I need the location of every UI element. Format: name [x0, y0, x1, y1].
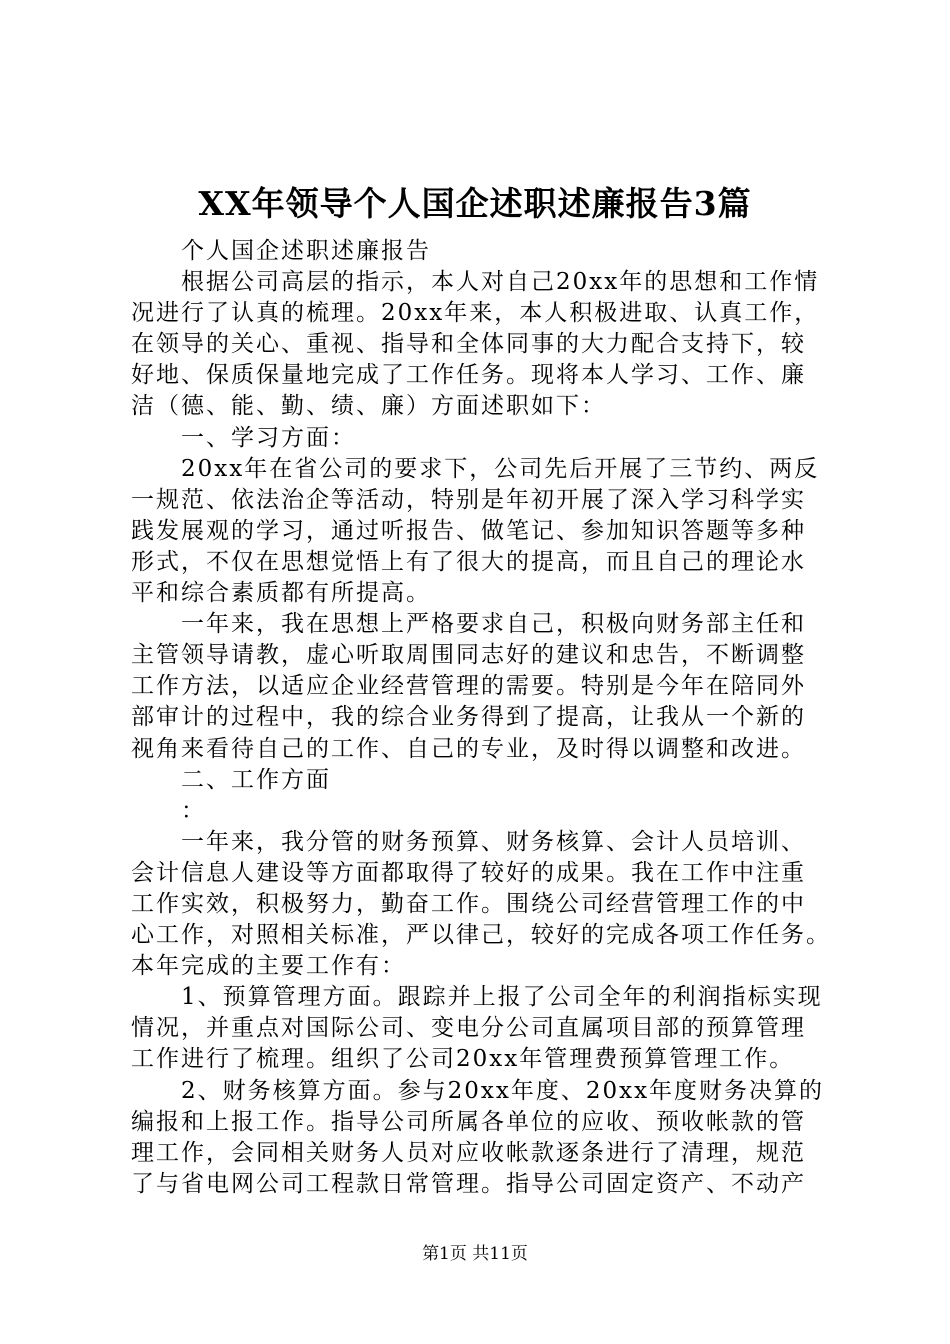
text-line: 情况，并重点对国际公司、变电分公司直属项目部的预算管理	[131, 1015, 806, 1042]
text-line: ：	[181, 797, 206, 824]
text-line: 工作方法，以适应企业经营管理的需要。特别是今年在陪同外	[131, 673, 806, 700]
text-line: 况进行了认真的梳理。20xx年来，本人积极进取、认真工作，	[131, 300, 820, 327]
text-line: 形式，不仅在思想觉悟上有了很大的提高，而且自己的理论水	[131, 548, 806, 575]
text-line: 一规范、依法治企等活动，特别是年初开展了深入学习科学实	[131, 486, 806, 513]
document-body	[131, 236, 851, 1200]
text-line: 好地、保质保量地完成了工作任务。现将本人学习、工作、廉	[131, 362, 806, 389]
text-line: 主管领导请教，虚心听取周围同志好的建议和忠告，不断调整	[131, 642, 806, 669]
text-line: 20xx年在省公司的要求下，公司先后开展了三节约、两反	[181, 455, 820, 482]
text-line: 工作实效，积极努力，勤奋工作。围绕公司经营管理工作的中	[131, 890, 806, 917]
text-line: 编报和上报工作。指导公司所属各单位的应收、预收帐款的管	[131, 1108, 806, 1135]
text-line: 会计信息人建设等方面都取得了较好的成果。我在工作中注重	[131, 859, 806, 886]
text-line: 二、工作方面	[181, 766, 331, 793]
page-footer: 第1页 共11页	[422, 1244, 528, 1264]
document-title: XX年领导个人国企述职述廉报告3篇	[198, 184, 752, 223]
text-line: 在领导的关心、重视、指导和全体同事的大力配合支持下，较	[131, 331, 806, 358]
text-line: 视角来看待自己的工作、自己的专业，及时得以调整和改进。	[131, 735, 806, 762]
text-line: 践发展观的学习，通过听报告、做笔记、参加知识答题等多种	[131, 517, 806, 544]
text-line: 本年完成的主要工作有：	[131, 953, 406, 980]
text-line: 了与省电网公司工程款日常管理。指导公司固定资产、不动产	[131, 1170, 806, 1197]
text-line: 理工作，会同相关财务人员对应收帐款逐条进行了清理，规范	[131, 1139, 806, 1166]
text-line: 部审计的过程中，我的综合业务得到了提高，让我从一个新的	[131, 704, 806, 731]
text-line: 一年来，我在思想上严格要求自己，积极向财务部主任和	[181, 611, 806, 638]
text-line: 工作进行了梳理。组织了公司20xx年管理费预算管理工作。	[131, 1046, 795, 1073]
text-line: 个人国企述职述廉报告	[181, 238, 431, 264]
text-line: 洁（德、能、勤、绩、廉）方面述职如下：	[131, 393, 606, 420]
text-line: 根据公司高层的指示，本人对自己20xx年的思想和工作情	[181, 269, 820, 296]
text-line: 一、学习方面：	[181, 424, 356, 451]
text-line: 一年来，我分管的财务预算、财务核算、会计人员培训、	[181, 828, 806, 855]
text-line: 2、财务核算方面。参与20xx年度、20xx年度财务决算的	[181, 1077, 825, 1104]
text-line: 平和综合素质都有所提高。	[131, 580, 431, 607]
text-line: 心工作，对照相关标准，严以律己，较好的完成各项工作任务。	[131, 922, 831, 949]
text-line: 1、预算管理方面。跟踪并上报了公司全年的利润指标实现	[181, 984, 823, 1011]
